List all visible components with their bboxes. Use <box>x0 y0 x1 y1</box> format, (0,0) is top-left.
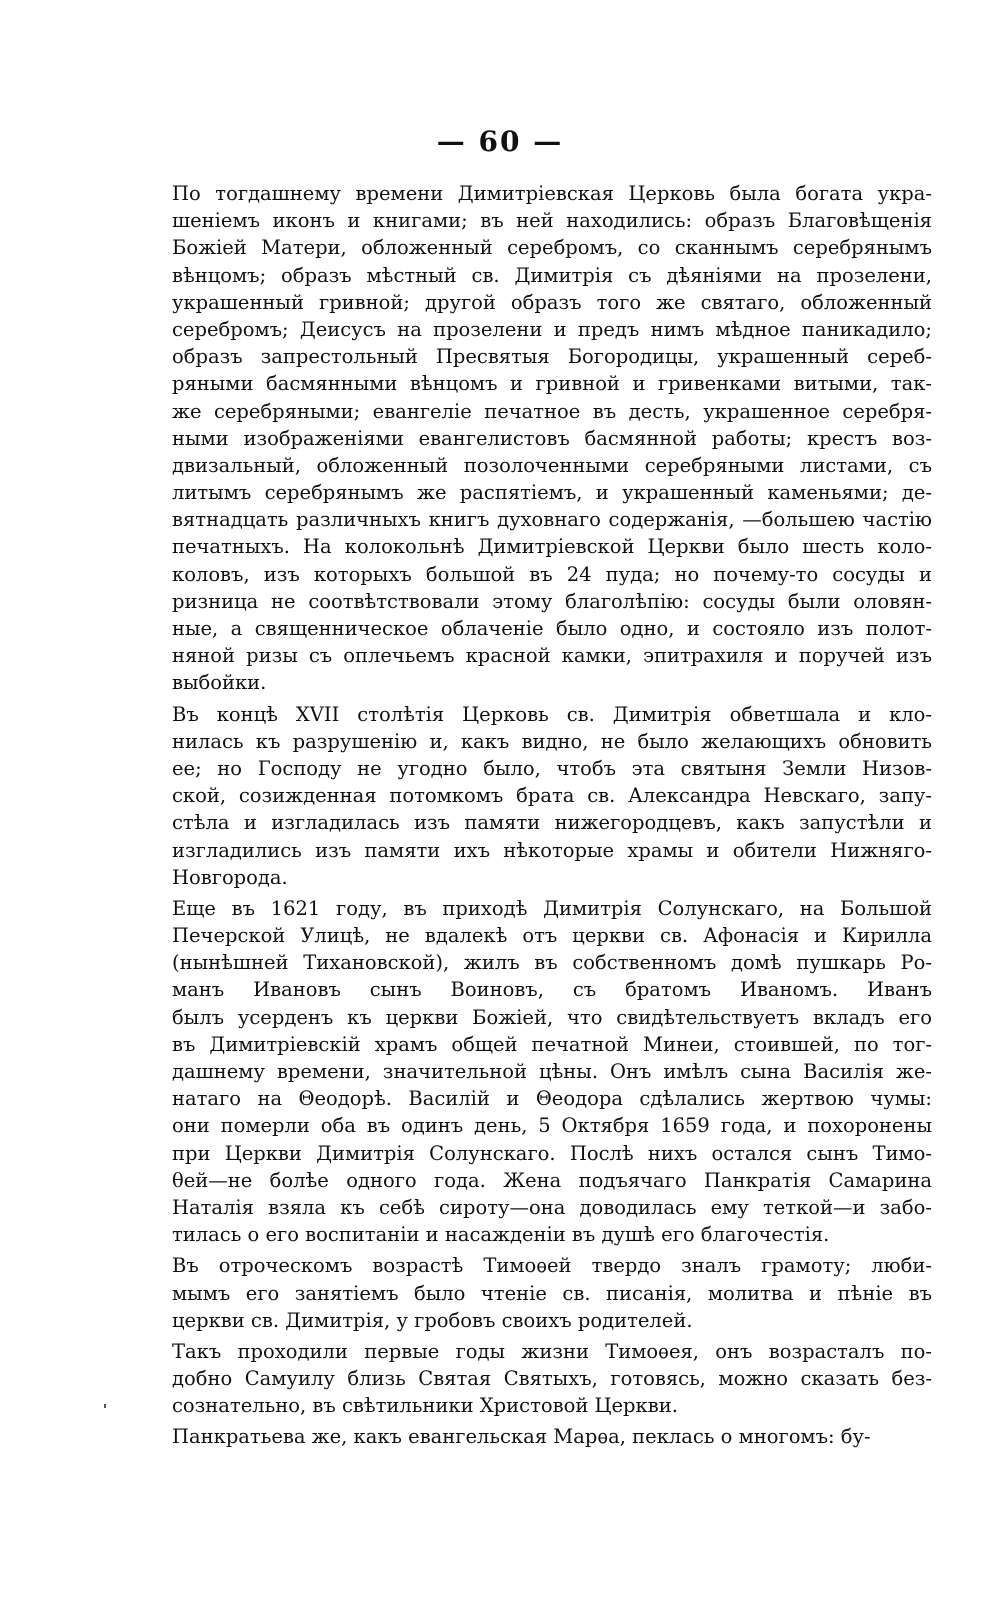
text-line: натаго на Θеодорѣ. Василій и Θеодора сдѣлались жертвою чумы: <box>172 1087 932 1111</box>
text-line: выбойки. <box>172 671 267 695</box>
text-line: ской, созижденная потомкомъ брата св. Александра Невскаго, запу- <box>172 784 932 808</box>
text-line: По тогдашнему времени Димитріевская Церковь была богата укра- <box>172 182 932 205</box>
text-line: изгладились изъ памяти ихъ нѣкоторые храмы и обители Нижняго- <box>172 838 932 862</box>
paragraph <box>172 1423 932 1450</box>
text-line: Въ концѣ XVII столѣтія Церковь св. Димитрія обветшала и кло- <box>172 702 932 726</box>
text-line: дашнему времени, значительной цѣны. Онъ имѣлъ сына Василія же- <box>172 1060 932 1083</box>
text-line: ее; но Господу не угодно было, чтобъ эта святыня Земли Низов- <box>172 756 932 780</box>
text-line: Печерской Улицѣ, не вдалекѣ отъ церкви св. Афонасія и Кирилла <box>172 924 932 948</box>
text-line: образъ запрестольный Пресвятыя Богородицы, украшенный сереб- <box>172 345 932 369</box>
text-line: вѣнцомъ; образъ мѣстный св. Димитрія съ дѣяніями на прозелени, <box>172 263 932 287</box>
text-line: стѣла и изгладилась изъ памяти нижегородцевъ, какъ запустѣли и <box>172 811 932 835</box>
text-line: вятнадцать различныхъ книгъ духовнаго содержанія, —большею частію <box>172 508 932 532</box>
text-line: Новгорода. <box>172 865 288 889</box>
text-line: тилась о его воспитаніи и насажденіи въ душѣ его благочестія. <box>172 1223 830 1247</box>
text-line: ные, а священническое облаченіе было одно, и состояло изъ полот- <box>172 617 932 640</box>
text-line: Въ отроческомъ возрастѣ Тимоѳей твердо зналъ грамоту; люби- <box>172 1254 932 1278</box>
text-line: добно Самуилу близь Святая Святыхъ, готовясь, можно сказать без- <box>172 1367 932 1391</box>
text-line: Наталія взяла къ себѣ сироту—она доводилась ему теткой—и забо- <box>172 1195 932 1219</box>
text-line: шеніемъ иконъ и книгами; въ ней находились: образъ Благовѣщенія <box>172 209 932 233</box>
text-line: Панкратьева же, какъ евангельская Марѳа, пеклась о многомъ: бу- <box>172 1425 871 1449</box>
text-line: двизальный, обложенный позолоченными серебряными листами, съ <box>172 453 932 477</box>
text-line: Такъ проходили первые годы жизни Тимоѳея, онъ возрасталъ по- <box>172 1339 932 1363</box>
text-line: былъ усерденъ къ церкви Божіей, что свидѣтельствуетъ вкладъ его <box>172 1005 932 1029</box>
paragraph <box>172 895 932 1248</box>
scan-speck <box>104 1404 106 1408</box>
text-line: Божіей Матери, обложенный серебромъ, со сканнымъ серебрянымъ <box>172 236 932 260</box>
text-line: (нынѣшней Тихановской), жилъ въ собственномъ домѣ пушкарь Ро- <box>172 951 932 975</box>
page-number: — 60 — <box>436 125 564 158</box>
text-line: ряными басмянными вѣнцомъ и гривной и гривенками витыми, так- <box>172 372 932 396</box>
text-line: ризница не соотвѣтствовали этому благолѣпію: сосуды были оловян- <box>172 589 932 613</box>
text-line: при Церкви Димитрія Солунскаго. Послѣ нихъ остался сынъ Тимо- <box>172 1141 932 1165</box>
text-line: нилась къ разрушенію и, какъ видно, не было желающихъ обновить <box>172 729 932 753</box>
paragraph <box>172 180 932 697</box>
text-line: они померли оба въ одинъ день, 5 Октября 1659 года, и похоронены <box>172 1114 932 1138</box>
text-line: ными изображеніями евангелистовъ басмянной работы; крестъ воз- <box>172 426 932 450</box>
text-line: серебромъ; Деисусъ на прозелени и предъ нимъ мѣдное паникадило; <box>172 317 932 341</box>
text-line: литымъ серебрянымъ же распятіемъ, и украшенный каменьями; де- <box>172 481 932 505</box>
paragraph <box>172 1338 932 1420</box>
text-line: манъ Ивановъ сынъ Воиновъ, съ братомъ Иваномъ. Иванъ <box>172 978 932 1002</box>
paragraph <box>172 701 932 891</box>
text-line: печатныхъ. На колокольнѣ Димитріевской Церкви было шесть коло- <box>172 535 932 559</box>
text-line: θей—не болѣе одного года. Жена подъячаго Панкратія Самарина <box>172 1168 932 1192</box>
paragraph <box>172 1252 932 1334</box>
text-line: няной ризы съ оплечьемъ красной камки, эпитрахиля и поручей изъ <box>172 644 932 668</box>
text-line: украшенный гривной; другой образъ того же святаго, обложенный <box>172 290 932 314</box>
text-line: церкви св. Димитрія, у гробовъ своихъ родителей. <box>172 1308 693 1332</box>
text-line: коловъ, изъ которыхъ большой въ 24 пуда; но почему-то сосуды и <box>172 562 932 586</box>
text-line: сознательно, въ свѣтильники Христовой Церкви. <box>172 1394 678 1418</box>
text-line: же серебряными; евангеліе печатное въ десть, украшенное серебря- <box>172 399 932 423</box>
document-body <box>172 180 932 1451</box>
text-line: въ Димитріевскій храмъ общей печатной Минеи, стоившей, по тог- <box>172 1032 932 1056</box>
text-line: мымъ его занятіемъ было чтеніе св. писанія, молитва и пѣніе въ <box>172 1281 932 1305</box>
text-line: Еще въ 1621 году, въ приходѣ Димитрія Солунскаго, на Большой <box>172 896 932 920</box>
